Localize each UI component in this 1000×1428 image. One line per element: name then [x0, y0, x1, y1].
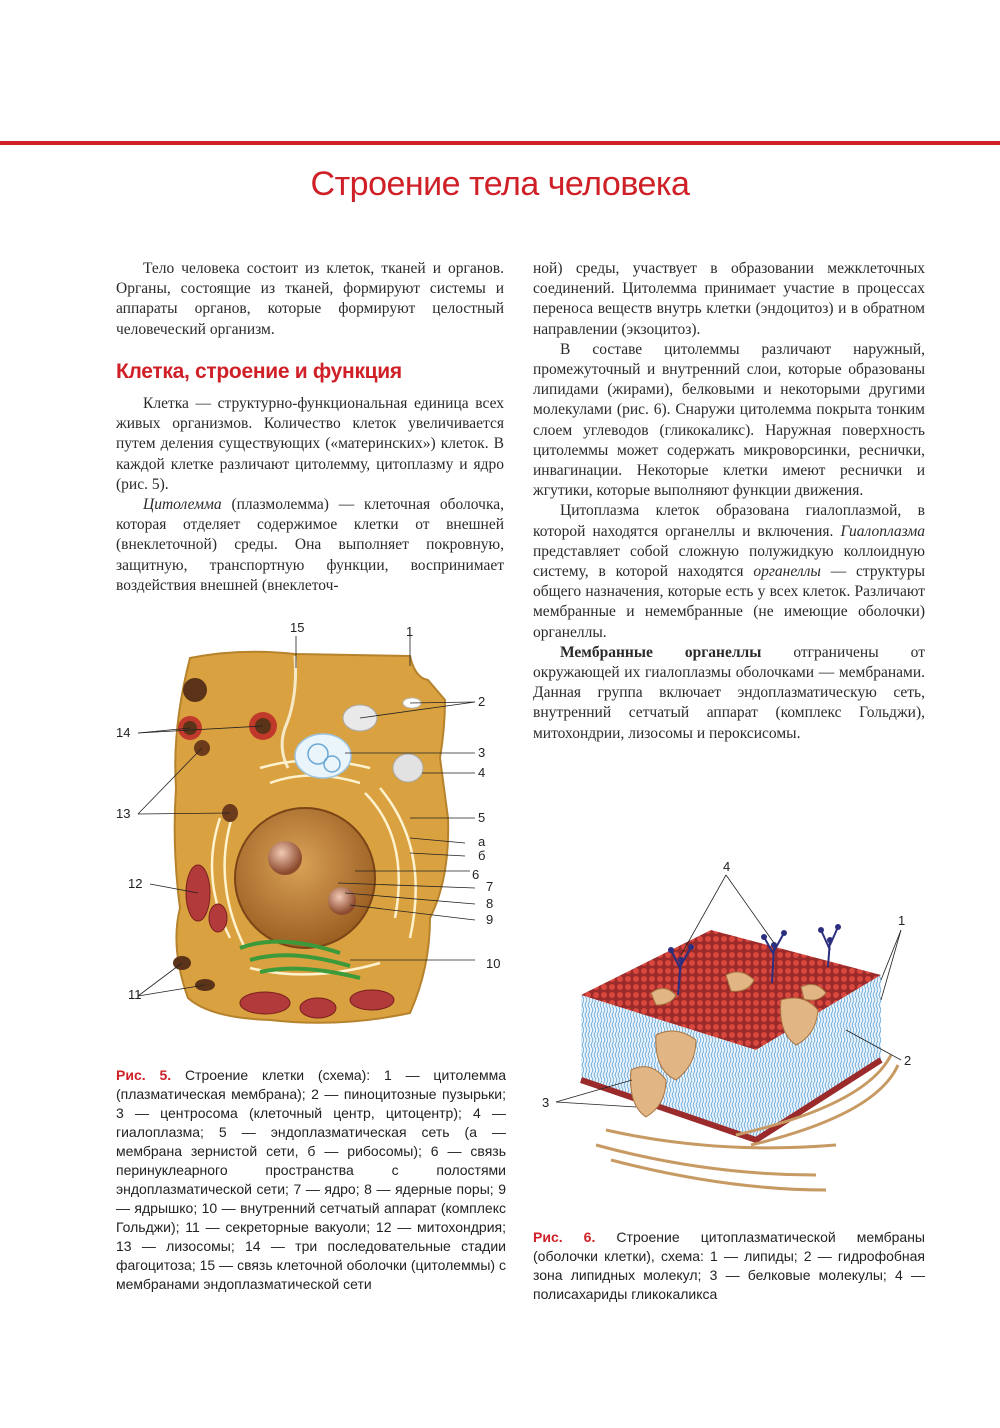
label-4: 4: [723, 859, 731, 874]
cell-paragraph: Клетка — структурно-функциональная единица всех живых организмов. Количество клеток увеличивается путем деления существующих («материнских») клеток. В каждой клетке различают цитолемму, цитоплазму и ядро (рис. 5).: [116, 395, 504, 493]
label-8: 8: [486, 896, 494, 911]
label-12: 12: [128, 876, 143, 891]
membrane-organelles-paragraph: [533, 643, 925, 744]
nucleolus-1: [268, 841, 302, 875]
right-column: [533, 259, 925, 744]
page-title: Строение тела человека: [310, 165, 690, 203]
nucleus: [235, 808, 375, 948]
figure-5-caption: [116, 1066, 506, 1294]
membrane-organelles-text: отграничены от окружающей их гиалоплазмы оболочками — мембранами. Данная группа включает эндоплазматическую сеть, внутренний сетчатый аппарат (комплекс Гольджи), митохондрии, лизосомы и пероксисомы.: [533, 643, 925, 742]
figure-6-caption: [533, 1228, 925, 1304]
label-3: 3: [542, 1095, 550, 1110]
cytolemma-term: Цитолемма: [143, 496, 222, 514]
label-2: 2: [904, 1053, 912, 1068]
label-9: 9: [486, 912, 494, 927]
label-7: 7: [486, 879, 494, 894]
left-column: [116, 259, 504, 596]
cytoplasm-text-c: представляет собой сложную полужидкую коллоидную систему, в которой находятся: [533, 542, 925, 581]
label-15: 15: [290, 620, 305, 635]
intro-paragraph: Тело человека состоит из клеток, тканей и органов. Органы, состоящие из тканей, формируют системы и аппараты органов, которые формируют целостный человеческий организм.: [116, 260, 504, 338]
label-10: 10: [486, 956, 501, 971]
section-heading: Клетка, строение и функция: [116, 359, 402, 383]
label-1: 1: [406, 624, 414, 639]
membrane-organelles-term: Мембранные органеллы: [560, 643, 762, 661]
cytolemma-paragraph: [116, 495, 504, 596]
figure-6-caption-label: Рис. 6.: [533, 1229, 596, 1245]
label-11: 11: [128, 987, 142, 1002]
label-14: 14: [116, 725, 131, 740]
label-2: 2: [478, 694, 486, 709]
membrane-diagram: [536, 855, 926, 1215]
cytoplasm-paragraph: [533, 501, 925, 642]
label-b: б: [478, 848, 486, 863]
hyaloplasm-term: Гиалоплазма: [840, 522, 925, 540]
label-1: 1: [898, 913, 906, 928]
nucleolus-2: [328, 887, 356, 915]
cell-diagram: [110, 618, 510, 1058]
label-a: а: [478, 834, 486, 849]
centrosome: [295, 734, 351, 778]
label-13: 13: [116, 806, 131, 821]
continued-paragraph: ной) среды, участвует в образовании межклеточных соединений. Цитолемма принимает участие в процессах переноса веществ внутрь клетки (эндоцитоз) и в обратном направлении (экзоцитоз).: [533, 260, 925, 338]
label-4: 4: [478, 765, 486, 780]
cytoplasm-text-e: — структуры общего назначения, которые есть у всех клеток. Различают мембранные и немембранные (не имеющие оболочки) органеллы.: [533, 563, 925, 641]
vacuole: [393, 754, 423, 782]
label-5: 5: [478, 810, 486, 825]
layers-paragraph: В составе цитолеммы различают наружный, промежуточный и внутренний слои, которые образованы липидами (жирами), белковыми и некоторыми другими молекулами (рис. 6). Снаружи цитолемма покрыта тонким слоем углеводов (гликокаликс). Наружная поверхность цитолеммы может содержать микроворсинки, реснички, инвагинации. Некоторые клетки имеют реснички и жгутики, которые выполняют функции движения.: [533, 340, 925, 500]
organelles-term: органеллы: [753, 563, 821, 581]
label-3: 3: [478, 745, 486, 760]
figure-5-caption-label: Рис. 5.: [116, 1067, 172, 1083]
top-rule: [0, 141, 1000, 145]
label-6: 6: [472, 867, 480, 882]
figure-6-caption-text: Строение цитоплазматической мембраны (оболочки клетки), схема: 1 — липиды; 2 — гидрофобная зона липидных молекул; 3 — белковые молекулы; 4 — полисахариды гликокаликса: [533, 1229, 925, 1302]
figure-5-caption-text: Строение клетки (схема): 1 — цитолемма (плазматическая мембрана); 2 — пиноцитозные пузырьки; 3 — центросома (клеточный центр, цитоцентр); 4 — гиалоплазма; 5 — эндоплазматическая сеть (а — мембрана зернистой сети, б — рибосомы); 6 — связь перинуклеарного пространства с полостями эндоплазматической сети; 7 — ядро; 8 — ядерные поры; 9 — ядрышко; 10 — внутренний сетчатый аппарат (комплекс Гольджи); 11 — секреторные вакуоли; 12 — митохондрия; 13 — лизосомы; 14 — три последовательные стадии фагоцитоза; 15 — связь клеточной оболочки (цитолеммы) с мембранами эндоплазматической сети: [116, 1067, 506, 1292]
cytoplasm-text-a: Цитоплазма клеток образована гиалоплазмой, в которой находятся органеллы и включения.: [533, 502, 925, 540]
cytolemma-text: (плазмолемма) — клеточная оболочка, которая отделяет содержимое клетки от внешней (внеклеточной) среды. Она выполняет покровную, защитную, транспортную функции, воспринимает воздействия внешней (внеклеточ-: [116, 496, 504, 594]
